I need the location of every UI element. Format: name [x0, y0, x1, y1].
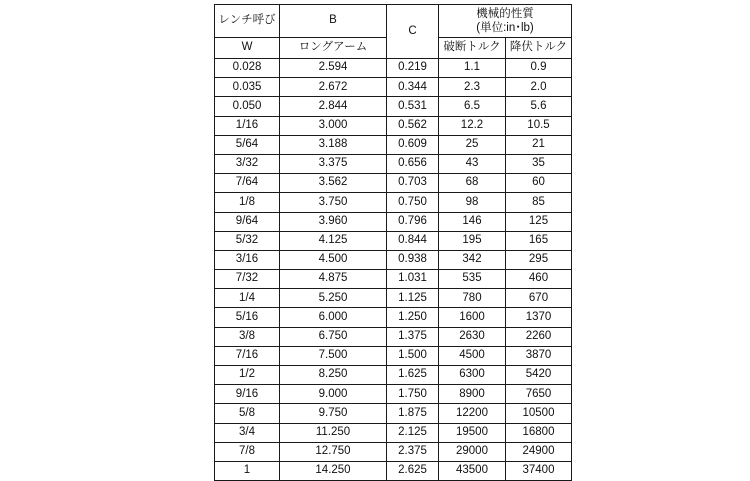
table-row: [215, 270, 572, 289]
cell-long-arm: 2.594: [280, 59, 387, 78]
cell-wrench-size: 7/64: [215, 174, 280, 193]
cell-yield-torque: 7650: [506, 385, 572, 404]
cell-yield-torque: 2.0: [506, 78, 572, 97]
cell-c: 0.344: [387, 78, 439, 97]
cell-yield-torque: 670: [506, 289, 572, 308]
cell-breaking-torque: 2630: [439, 327, 506, 346]
cell-long-arm: 4.500: [280, 250, 387, 269]
cell-breaking-torque: 43: [439, 154, 506, 173]
cell-wrench-size: 1/8: [215, 193, 280, 212]
cell-breaking-torque: 25: [439, 135, 506, 154]
cell-wrench-size: 5/64: [215, 135, 280, 154]
header-mechanical-properties: [439, 5, 572, 38]
cell-long-arm: 4.875: [280, 270, 387, 289]
cell-breaking-torque: 1600: [439, 308, 506, 327]
cell-long-arm: 6.750: [280, 327, 387, 346]
cell-wrench-size: 3/32: [215, 154, 280, 173]
cell-yield-torque: 5.6: [506, 97, 572, 116]
cell-yield-torque: 35: [506, 154, 572, 173]
header-mechanical-unit: (単位:in･lb): [476, 22, 534, 34]
cell-wrench-size: 9/64: [215, 212, 280, 231]
cell-breaking-torque: 29000: [439, 442, 506, 461]
table-row: [215, 212, 572, 231]
cell-wrench-size: 0.028: [215, 59, 280, 78]
cell-wrench-size: 1/2: [215, 366, 280, 385]
cell-yield-torque: 0.9: [506, 59, 572, 78]
cell-long-arm: 9.000: [280, 385, 387, 404]
cell-long-arm: 3.188: [280, 135, 387, 154]
cell-breaking-torque: 780: [439, 289, 506, 308]
cell-long-arm: 2.672: [280, 78, 387, 97]
cell-yield-torque: 60: [506, 174, 572, 193]
cell-c: 2.125: [387, 423, 439, 442]
cell-c: 0.796: [387, 212, 439, 231]
cell-c: 0.844: [387, 231, 439, 250]
table-row: [215, 135, 572, 154]
table-row: [215, 231, 572, 250]
header-wrench-size: レンチ呼び: [215, 5, 280, 38]
cell-yield-torque: 295: [506, 250, 572, 269]
cell-breaking-torque: 8900: [439, 385, 506, 404]
cell-breaking-torque: 19500: [439, 423, 506, 442]
table-row: [215, 461, 572, 480]
cell-long-arm: 11.250: [280, 423, 387, 442]
cell-breaking-torque: 535: [439, 270, 506, 289]
table-row: [215, 442, 572, 461]
cell-yield-torque: 125: [506, 212, 572, 231]
cell-yield-torque: 24900: [506, 442, 572, 461]
cell-long-arm: 8.250: [280, 366, 387, 385]
cell-yield-torque: 1370: [506, 308, 572, 327]
cell-wrench-size: 1/4: [215, 289, 280, 308]
header-breaking-torque: 破断トルク: [439, 38, 506, 59]
cell-wrench-size: 0.035: [215, 78, 280, 97]
table-row: [215, 366, 572, 385]
table-row: [215, 97, 572, 116]
cell-c: 1.875: [387, 404, 439, 423]
cell-c: 0.938: [387, 250, 439, 269]
cell-breaking-torque: 195: [439, 231, 506, 250]
table-row: [215, 174, 572, 193]
cell-breaking-torque: 342: [439, 250, 506, 269]
table-row: [215, 154, 572, 173]
cell-wrench-size: 3/8: [215, 327, 280, 346]
header-b: B: [280, 5, 387, 38]
header-yield-torque: 降伏トルク: [506, 38, 572, 59]
cell-wrench-size: 7/8: [215, 442, 280, 461]
cell-yield-torque: 85: [506, 193, 572, 212]
cell-breaking-torque: 68: [439, 174, 506, 193]
cell-yield-torque: 5420: [506, 366, 572, 385]
cell-long-arm: 5.250: [280, 289, 387, 308]
cell-yield-torque: 37400: [506, 461, 572, 480]
cell-yield-torque: 10.5: [506, 116, 572, 135]
cell-c: 1.375: [387, 327, 439, 346]
table-row: [215, 308, 572, 327]
cell-c: 0.562: [387, 116, 439, 135]
table-row: [215, 327, 572, 346]
cell-wrench-size: 5/32: [215, 231, 280, 250]
cell-c: 1.250: [387, 308, 439, 327]
cell-long-arm: 3.562: [280, 174, 387, 193]
header-c: C: [387, 5, 439, 59]
cell-c: 0.656: [387, 154, 439, 173]
cell-c: 1.500: [387, 346, 439, 365]
cell-breaking-torque: 98: [439, 193, 506, 212]
cell-long-arm: 3.000: [280, 116, 387, 135]
cell-c: 1.125: [387, 289, 439, 308]
wrench-spec-table: [214, 4, 572, 481]
cell-long-arm: 6.000: [280, 308, 387, 327]
table-row: [215, 250, 572, 269]
table-row: [215, 404, 572, 423]
header-wrench-size-w: W: [215, 38, 280, 59]
cell-c: 0.703: [387, 174, 439, 193]
cell-breaking-torque: 43500: [439, 461, 506, 480]
cell-breaking-torque: 6.5: [439, 97, 506, 116]
cell-c: 0.750: [387, 193, 439, 212]
cell-yield-torque: 10500: [506, 404, 572, 423]
cell-yield-torque: 21: [506, 135, 572, 154]
cell-wrench-size: 1/16: [215, 116, 280, 135]
cell-wrench-size: 5/16: [215, 308, 280, 327]
cell-long-arm: 9.750: [280, 404, 387, 423]
table-row: [215, 59, 572, 78]
table-row: [215, 193, 572, 212]
cell-c: 0.219: [387, 59, 439, 78]
cell-breaking-torque: 146: [439, 212, 506, 231]
cell-yield-torque: 16800: [506, 423, 572, 442]
cell-long-arm: 4.125: [280, 231, 387, 250]
cell-yield-torque: 3870: [506, 346, 572, 365]
cell-wrench-size: 3/4: [215, 423, 280, 442]
table-row: [215, 346, 572, 365]
cell-c: 0.609: [387, 135, 439, 154]
cell-breaking-torque: 4500: [439, 346, 506, 365]
cell-yield-torque: 165: [506, 231, 572, 250]
cell-wrench-size: 7/32: [215, 270, 280, 289]
table-row: [215, 423, 572, 442]
cell-long-arm: 3.750: [280, 193, 387, 212]
cell-long-arm: 2.844: [280, 97, 387, 116]
cell-breaking-torque: 1.1: [439, 59, 506, 78]
table-row: [215, 385, 572, 404]
cell-yield-torque: 460: [506, 270, 572, 289]
cell-breaking-torque: 12200: [439, 404, 506, 423]
cell-c: 2.375: [387, 442, 439, 461]
cell-wrench-size: 5/8: [215, 404, 280, 423]
table-row: [215, 289, 572, 308]
cell-c: 2.625: [387, 461, 439, 480]
cell-long-arm: 3.960: [280, 212, 387, 231]
table-row: [215, 78, 572, 97]
cell-c: 0.531: [387, 97, 439, 116]
cell-wrench-size: 3/16: [215, 250, 280, 269]
cell-wrench-size: 0.050: [215, 97, 280, 116]
cell-c: 1.750: [387, 385, 439, 404]
cell-breaking-torque: 2.3: [439, 78, 506, 97]
cell-long-arm: 7.500: [280, 346, 387, 365]
cell-c: 1.031: [387, 270, 439, 289]
cell-yield-torque: 2260: [506, 327, 572, 346]
cell-wrench-size: 7/16: [215, 346, 280, 365]
table-row: [215, 116, 572, 135]
cell-wrench-size: 1: [215, 461, 280, 480]
cell-wrench-size: 9/16: [215, 385, 280, 404]
cell-breaking-torque: 6300: [439, 366, 506, 385]
cell-c: 1.625: [387, 366, 439, 385]
cell-long-arm: 3.375: [280, 154, 387, 173]
header-mechanical-title: 機械的性質: [476, 7, 534, 20]
cell-long-arm: 14.250: [280, 461, 387, 480]
cell-long-arm: 12.750: [280, 442, 387, 461]
header-long-arm: ロングアーム: [280, 38, 387, 59]
table-body: [215, 59, 572, 481]
header-row-top: [215, 5, 572, 38]
table-header: [215, 5, 572, 59]
cell-breaking-torque: 12.2: [439, 116, 506, 135]
